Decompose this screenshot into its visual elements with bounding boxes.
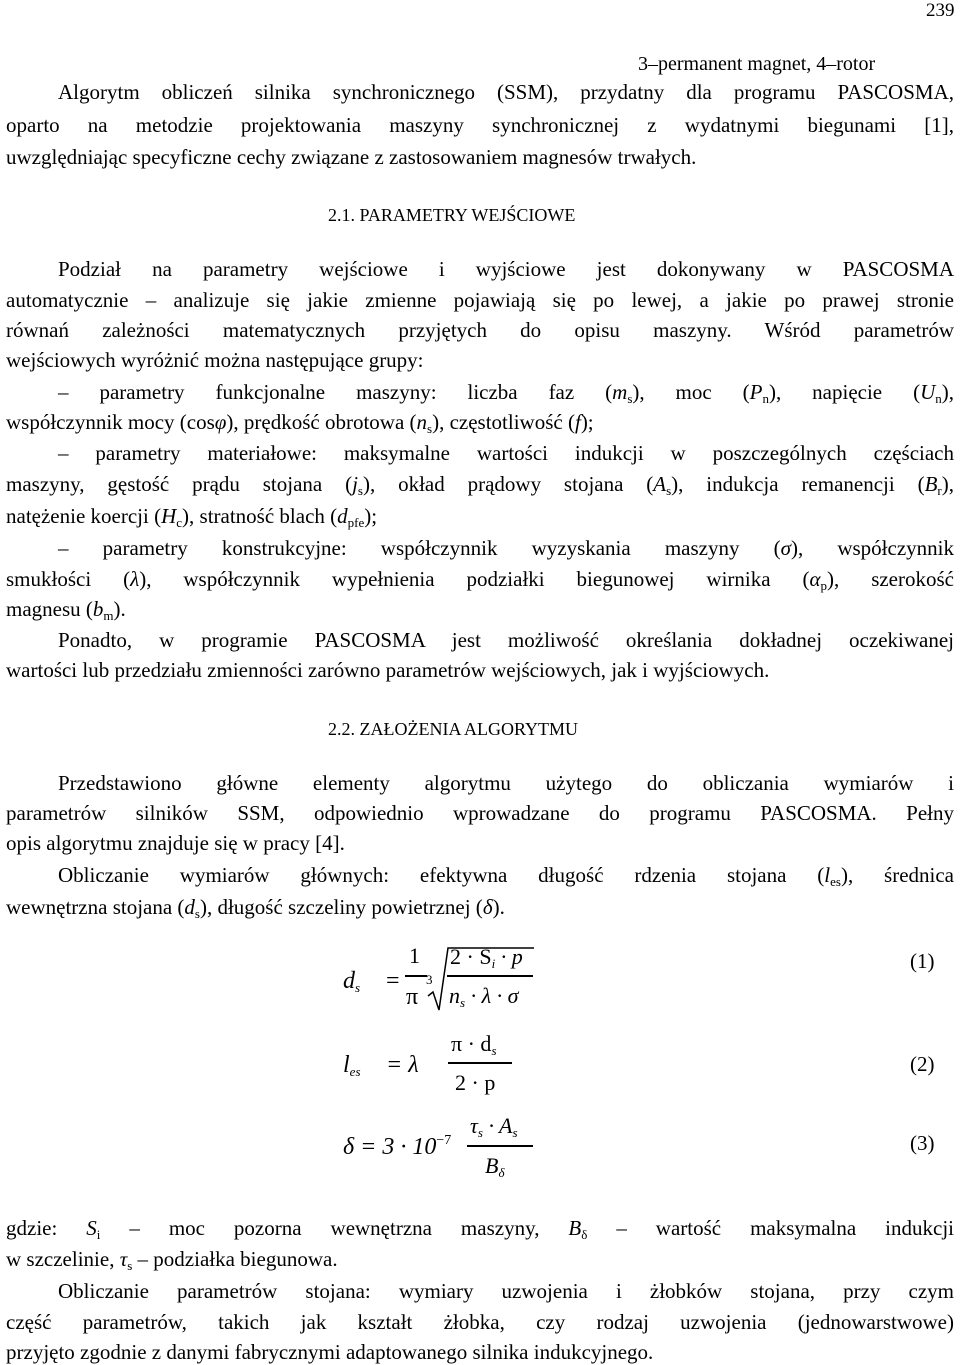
- eq1-frac-bar-2: [447, 975, 533, 977]
- s22-p2-line-1: Obliczanie wymiarów głównych: efektywna długość rdzenia stojana $(l_{es})$, średnica: [58, 863, 954, 889]
- eq3-number: (3): [910, 1131, 935, 1155]
- intro-line-3: uwzględniając specyficzne cechy związane z zastosowaniem magnesów trwałych.: [6, 145, 697, 169]
- eq2-lhs: $l_{es}$: [343, 1052, 361, 1079]
- eq3-lhs: $\delta = 3 \cdot 10^{-7}$: [343, 1133, 452, 1160]
- final-line-1: Obliczanie parametrów stojana: wymiary uzwojenia i żłobków stojana, przy czym: [58, 1279, 954, 1303]
- page-number: 239: [926, 0, 955, 21]
- bullet-functional-line-1: – parametry funkcjonalne maszyny: liczba faz $(m_s)$, moc $(P_n)$, napięcie $(U_n)$,: [58, 380, 954, 406]
- s22-p1-line-3: opis algorytmu znajduje się w pracy [4].: [6, 831, 345, 855]
- s21-p2-line-2: wartości lub przedziału zmienności zarówno parametrów wejściowych, jak i wyjściowych.: [6, 658, 770, 682]
- eq1-one: 1: [409, 943, 420, 968]
- eq1-equals: =: [386, 968, 400, 994]
- final-line-2: część parametrów, takich jak kształt żłobka, czy rodzaj uzwojenia (jednowarstwowe): [6, 1310, 954, 1334]
- eq3-numerator: $\tau_s \cdot A_s$: [470, 1113, 518, 1140]
- eq2-numerator: $\pi \cdot d_s$: [451, 1031, 497, 1058]
- where-line-2: w szczelinie, $\tau_s$ – podziałka biegunowa.: [6, 1247, 338, 1273]
- bullet-construction-line-3: magnesu $(b_m)$.: [6, 597, 126, 623]
- s21-p1-line-2: automatycznie – analizuje się jakie zmienne pojawiają się po lewej, a jakie po prawej stronie: [6, 288, 954, 312]
- eq1-denominator: $n_s \cdot \lambda \cdot \sigma$: [449, 983, 519, 1010]
- eq1-root-index: 3: [426, 972, 433, 987]
- eq2-number: (2): [910, 1052, 935, 1076]
- eq1-frac-bar-1: [405, 975, 427, 977]
- bullet-material-line-2: maszyny, gęstość prądu stojana $(j_s)$, okład prądowy stojana $(A_s)$, indukcja remanencji $(B_r)$,: [6, 472, 954, 498]
- s22-p1-line-1: Przedstawiono główne elementy algorytmu użytego do obliczania wymiarów i: [58, 771, 954, 795]
- s21-p1-line-4: wejściowych wyróżnić można następujące grupy:: [6, 348, 424, 372]
- s21-p2-line-1: Ponadto, w programie PASCOSMA jest możliwość określania dokładnej oczekiwanej: [58, 628, 954, 652]
- s22-p1-line-2: parametrów silników SSM, odpowiednio wprowadzane do programu PASCOSMA. Pełny: [6, 801, 954, 825]
- s22-p2-line-2: wewnętrzna stojana $(d_s)$, długość szczeliny powietrznej (δ).: [6, 895, 505, 921]
- eq3-frac-bar: [467, 1145, 533, 1147]
- eq1-lhs: $d_s$: [343, 968, 361, 995]
- eq2-equals-lambda: = λ: [386, 1052, 419, 1078]
- eq1-numerator: $2 \cdot S_i \cdot p$: [450, 944, 523, 971]
- figure-caption-tail: 3–permanent magnet, 4–rotor: [638, 53, 876, 75]
- section-heading-2-1: 2.1. PARAMETRY WEJŚCIOWE: [328, 205, 576, 225]
- bullet-construction-line-1: – parametry konstrukcyjne: współczynnik wyzyskania maszyny (σ), współczynnik: [58, 536, 954, 560]
- bullet-functional-line-2: współczynnik mocy (cosφ), prędkość obrotowa $(n_s)$, częstotliwość (f);: [6, 410, 594, 436]
- bullet-construction-line-2: smukłości (λ), współczynnik wypełnienia podziałki biegunowej wirnika $(\alpha_p)$, szerokość: [6, 567, 954, 593]
- intro-line-2: oparto na metodzie projektowania maszyny synchronicznej z wydatnymi biegunami [1],: [6, 113, 954, 137]
- eq2-denominator: 2 · p: [455, 1070, 496, 1095]
- eq3-denominator: $B_\delta$: [485, 1153, 505, 1180]
- where-line-1: gdzie: $S_i$ – moc pozorna wewnętrzna maszyny, $B_\delta$ – wartość maksymalna indukcji: [6, 1216, 954, 1242]
- eq1-number: (1): [910, 949, 935, 973]
- s21-p1-line-1: Podział na parametry wejściowe i wyjściowe jest dokonywany w PASCOSMA: [58, 257, 954, 281]
- bullet-material-line-3: natężenie koercji $(H_c)$, stratność blach $(d_{pfe})$;: [6, 504, 378, 530]
- intro-line-1: Algorytm obliczeń silnika synchronicznego (SSM), przydatny dla programu PASCOSMA,: [58, 80, 954, 104]
- final-line-3: przyjęto zgodnie z danymi fabrycznymi adaptowanego silnika indukcyjnego.: [6, 1340, 654, 1364]
- s21-p1-line-3: równań zależności matematycznych przyjętych do opisu maszyny. Wśród parametrów: [6, 318, 954, 342]
- section-heading-2-2: 2.2. ZAŁOŻENIA ALGORYTMU: [328, 719, 578, 739]
- eq2-frac-bar: [448, 1062, 512, 1064]
- eq1-pi: π: [406, 984, 419, 1010]
- bullet-material-line-1: – parametry materiałowe: maksymalne wartości indukcji w poszczególnych częściach: [58, 441, 954, 465]
